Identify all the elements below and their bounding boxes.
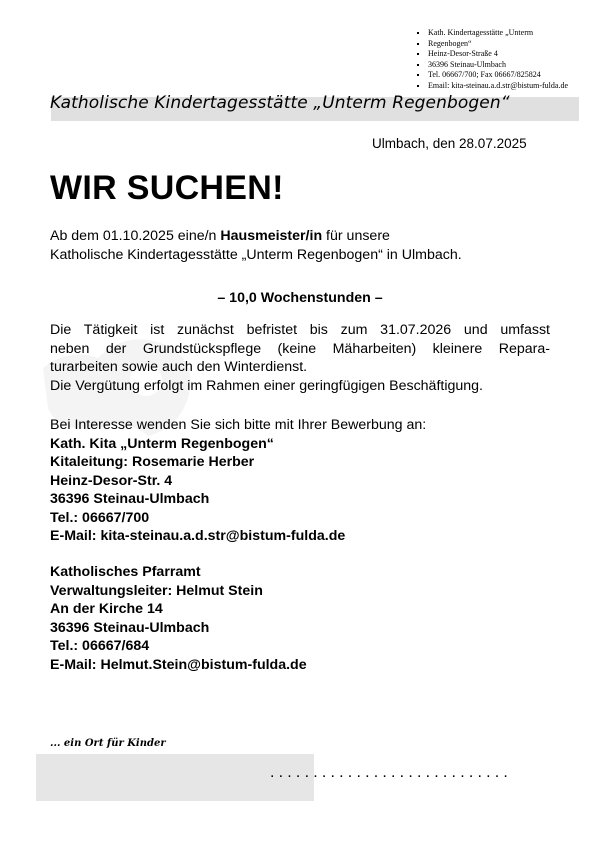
contact-phone: Tel.: 06667/700 bbox=[50, 509, 150, 526]
pfarramt-street: An der Kirche 14 bbox=[50, 601, 163, 617]
pfarramt-block bbox=[50, 563, 570, 674]
intro-paragraph bbox=[50, 227, 570, 264]
contact-city: 36396 Steinau-Ulmbach bbox=[50, 491, 210, 507]
sender-line: Heinz-Desor-Straße 4 bbox=[417, 49, 592, 60]
contact-name: Kath. Kita „Unterm Regenbogen“ bbox=[50, 435, 274, 452]
pfarramt-email: E-Mail: Helmut.Stein@bistum-fulda.de bbox=[50, 656, 307, 673]
sender-line: Tel. 06667/700; Fax 06667/825824 bbox=[417, 70, 592, 81]
contact-block bbox=[50, 416, 570, 546]
description-paragraph bbox=[50, 321, 550, 395]
pfarramt-phone: Tel.: 06667/684 bbox=[50, 638, 150, 654]
contact-leader: Kitaleitung: Rosemarie Herber bbox=[50, 454, 255, 470]
contact-street: Heinz-Desor-Str. 4 bbox=[50, 472, 173, 489]
sender-line: 36396 Steinau-Ulmbach bbox=[417, 60, 592, 71]
sender-address-block bbox=[417, 28, 592, 92]
headline: WIR SUCHEN! bbox=[50, 169, 284, 207]
contact-email: E-Mail: kita-steinau.a.d.str@bistum-fulda.de bbox=[50, 528, 346, 544]
description-line: Die Vergütung erfolgt im Rahmen einer geringfügigen Beschäftigung. bbox=[50, 377, 483, 394]
signature-dotted-line: ............................ bbox=[270, 764, 513, 781]
intro-suffix: für unsere bbox=[322, 228, 390, 244]
sender-line: Regenbogen“ bbox=[417, 39, 592, 50]
header-band-notch bbox=[36, 97, 51, 121]
sender-email-line: Email: kita-steinau.a.d.str@bistum-fulda.de bbox=[417, 81, 592, 92]
description-line: turarbeiten sowie auch den Winterdienst. bbox=[50, 359, 308, 375]
description-line: neben der Grundstückspflege (keine Mäharbeiten) kleinere Repara- bbox=[50, 340, 550, 357]
kita-title: Katholische Kindertagesstätte „Unterm Regenbogen“ bbox=[50, 93, 510, 113]
description-line: Die Tätigkeit ist zunächst befristet bis zum 31.07.2026 und umfasst bbox=[50, 322, 550, 338]
footer-slogan: ... ein Ort für Kinder bbox=[50, 738, 166, 749]
pfarramt-city: 36396 Steinau-Ulmbach bbox=[50, 619, 210, 636]
pfarramt-name: Katholisches Pfarramt bbox=[50, 564, 201, 580]
position-title: Hausmeister/in bbox=[220, 228, 323, 244]
contact-lead: Bei Interesse wenden Sie sich bitte mit Ihrer Bewerbung an: bbox=[50, 417, 427, 433]
intro-line-2: Katholische Kindertagesstätte „Unterm Regenbogen“ in Ulmbach. bbox=[50, 246, 462, 263]
sender-line: Kath. Kindertagesstätte „Unterm bbox=[417, 28, 592, 39]
date-line: Ulmbach, den 28.07.2025 bbox=[372, 136, 527, 151]
intro-prefix: Ab dem 01.10.2025 eine/n bbox=[50, 228, 221, 244]
hours-line: – 10,0 Wochenstunden – bbox=[217, 290, 383, 306]
pfarramt-manager: Verwaltungsleiter: Helmut Stein bbox=[50, 582, 263, 599]
